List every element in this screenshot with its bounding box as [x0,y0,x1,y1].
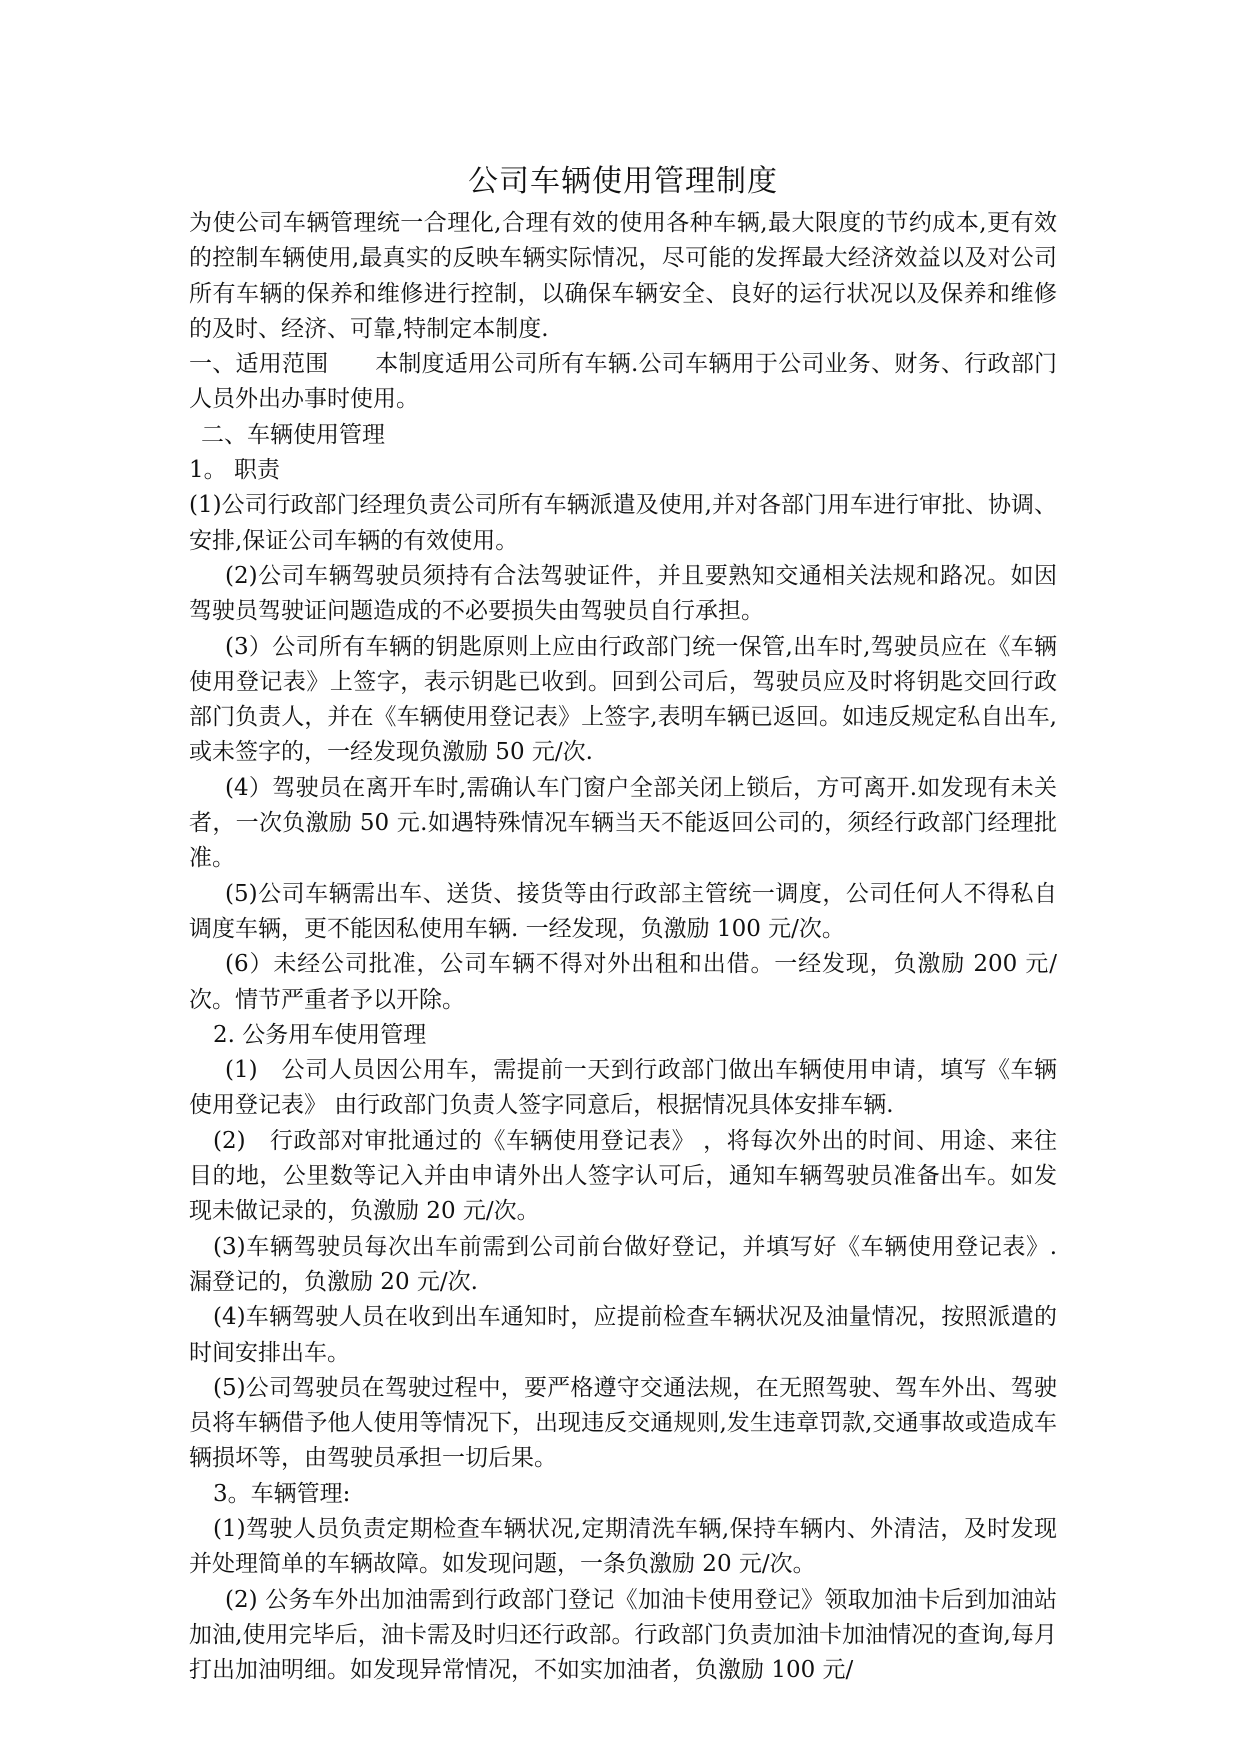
document-body [189,160,1057,1688]
official-use-item-2: (2) 行政部对审批通过的《车辆使用登记表》 ，将每次外出的时间、用途、来往目的地，公里数等记入并由申请外出人签字认可后，通知车辆驾驶员准备出车。如发现未做记录的，负激励 20 元/次。 [189,1127,1057,1225]
duty-item-4: (4）驾驶员在离开车时,需确认车门窗户全部关闭上锁后，方可离开.如发现有未关者，一次负激励 50 元.如遇特殊情况车辆当天不能返回公司的，须经行政部门经理批准。 [189,774,1057,872]
intro-paragraph: 为使公司车辆管理统一合理化,合理有效的使用各种车辆,最大限度的节约成本,更有效的控制车辆使用,最真实的反映车辆实际情况，尽可能的发挥最大经济效益以及对公司所有车辆的保养和维修进行控制，以确保车辆安全、良好的运行状况以及保养和维修的及时、经济、可靠,特制定本制度. [189,210,1057,342]
section-heading-vehicle-use: 二、车辆使用管理 [201,421,385,448]
subsection-heading-official-use: 2. 公务用车使用管理 [213,1021,427,1048]
duty-item-5: (5)公司车辆需出车、送货、接货等由行政部主管统一调度，公司任何人不得私自调度车辆，更不能因私使用车辆. 一经发现，负激励 100 元/次。 [189,880,1057,942]
official-use-item-3: (3)车辆驾驶员每次出车前需到公司前台做好登记，并填写好《车辆使用登记表》.漏登记的，负激励 20 元/次. [189,1233,1057,1295]
document-title: 公司车辆使用管理制度 [468,164,778,199]
section-scope: 一、适用范围 本制度适用公司所有车辆.公司车辆用于公司业务、财务、行政部门人员外出办事时使用。 [189,351,1057,413]
duty-item-1: (1)公司行政部门经理负责公司所有车辆派遣及使用,并对各部门用车进行审批、协调、安排,保证公司车辆的有效使用。 [189,492,1057,554]
subsection-heading-vehicle-management: 3。车辆管理: [213,1480,351,1507]
duty-item-2: (2)公司车辆驾驶员须持有合法驾驶证件，并且要熟知交通相关法规和路况。如因驾驶员驾驶证问题造成的不必要损失由驾驶员自行承担。 [189,562,1057,625]
management-item-2: (2) 公务车外出加油需到行政部门登记《加油卡使用登记》领取加油卡后到加油站加油,使用完毕后，油卡需及时归还行政部。行政部门负责加油卡加油情况的查询,每月打出加油明细。如发现异常情况，不如实加油者，负激励 100 元/ [189,1586,1057,1684]
official-use-item-1: (1) 公司人员因公用车，需提前一天到行政部门做出车辆使用申请，填写《车辆使用登记表》 由行政部门负责人签字同意后，根据情况具体安排车辆. [189,1057,1057,1119]
official-use-item-5: (5)公司驾驶员在驾驶过程中，要严格遵守交通法规，在无照驾驶、驾车外出、驾驶员将车辆借予他人使用等情况下，出现违反交通规则,发生违章罚款,交通事故或造成车辆损坏等，由驾驶员承担一切后果。 [189,1374,1057,1472]
official-use-item-4: (4)车辆驾驶人员在收到出车通知时，应提前检查车辆状况及油量情况，按照派遣的时间安排出车。 [189,1304,1057,1366]
duty-item-6: (6）未经公司批准，公司车辆不得对外出租和出借。一经发现，负激励 200 元/次。情节严重者予以开除。 [189,951,1057,1013]
duty-item-3: (3）公司所有车辆的钥匙原则上应由行政部门统一保管,出车时,驾驶员应在《车辆使用登记表》上签字，表示钥匙已收到。回到公司后，驾驶员应及时将钥匙交回行政部门负责人，并在《车辆使用登记表》上签字,表明车辆已返回。如违反规定私自出车,或未签字的，一经发现负激励 50 元/次. [189,633,1057,766]
management-item-1: (1)驾驶人员负责定期检查车辆状况,定期清洗车辆,保持车辆内、外清洁，及时发现并处理简单的车辆故障。如发现问题，一条负激励 20 元/次。 [189,1515,1057,1578]
subsection-heading-duties: 1。 职责 [189,457,280,484]
